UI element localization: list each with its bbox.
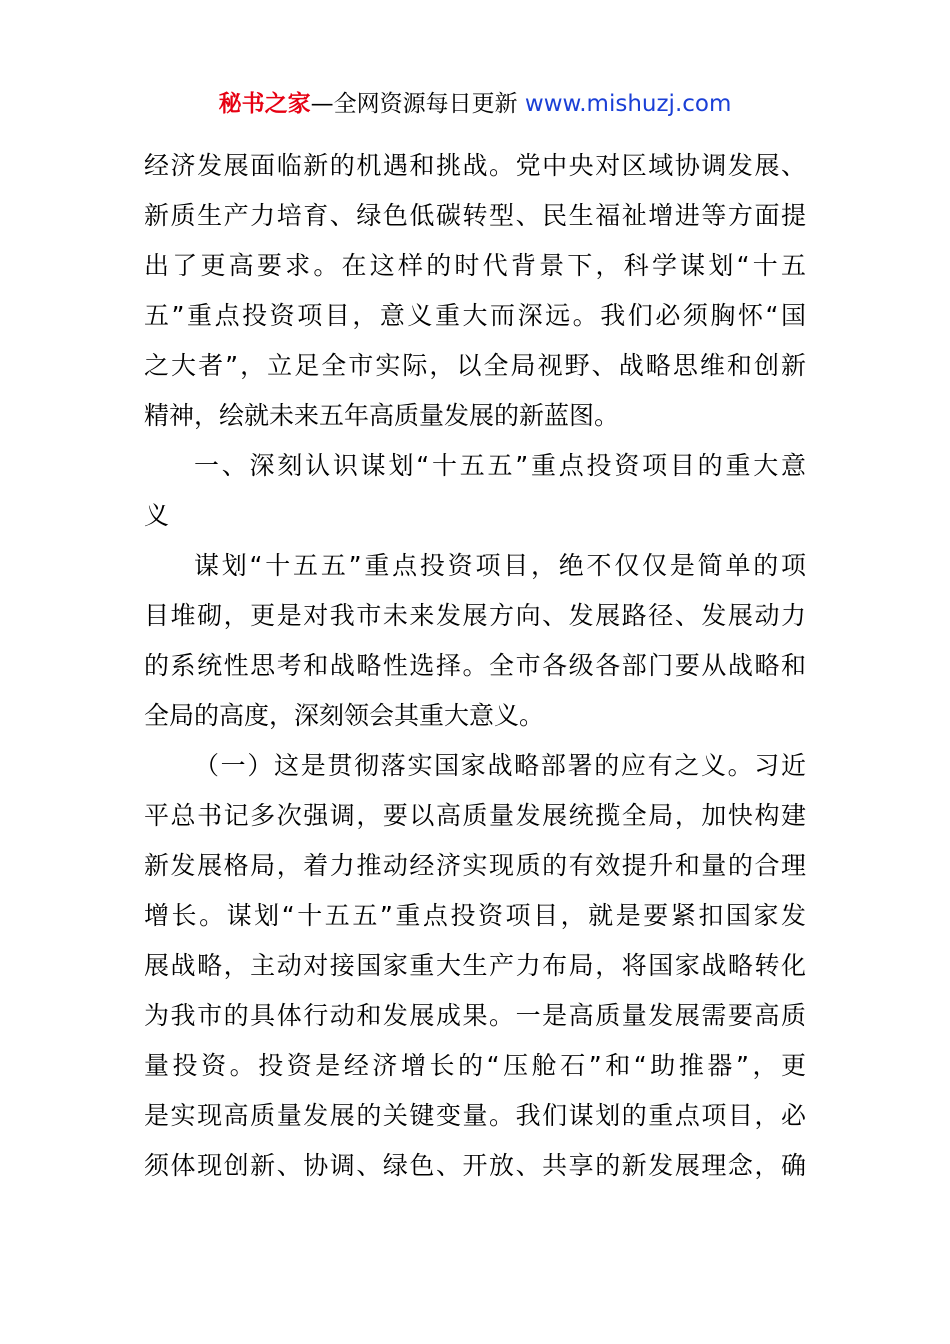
text-line: 目堆砌，更是对我市未来发展方向、发展路径、发展动力: [144, 601, 806, 630]
text-line: （一）这是贯彻落实国家战略部署的应有之义。习近: [194, 751, 806, 780]
text-line: 经济发展面临新的机遇和挑战。党中央对区域协调发展、: [144, 151, 806, 180]
text-line: 全局的高度，深刻领会其重大意义。: [144, 701, 545, 730]
text-line: 平总书记多次强调，要以高质量发展统揽全局，加快构建: [144, 801, 806, 830]
text-line: 增长。谋划“十五五”重点投资项目，就是要紧扣国家发: [144, 901, 806, 930]
site-url-link[interactable]: www.mishuzj.com: [524, 91, 732, 117]
text-line: 之大者”，立足全市实际，以全局视野、战略思维和创新: [144, 351, 806, 380]
text-line: 须体现创新、协调、绿色、开放、共享的新发展理念，确: [144, 1151, 806, 1180]
text-line: 新质生产力培育、绿色低碳转型、民生福祉增进等方面提: [144, 201, 806, 230]
text-line: 为我市的具体行动和发展成果。一是高质量发展需要高质: [144, 1001, 806, 1030]
section-heading-line: 一、深刻认识谋划“十五五”重点投资项目的重大意: [194, 451, 806, 480]
text-line: 的系统性思考和战略性选择。全市各级各部门要从战略和: [144, 651, 806, 680]
text-line: 精神，绘就未来五年高质量发展的新蓝图。: [144, 401, 620, 430]
site-tagline: —全网资源每日更新: [310, 91, 525, 117]
text-line: 新发展格局，着力推动经济实现质的有效提升和量的合理: [144, 851, 806, 880]
text-line: 是实现高质量发展的关键变量。我们谋划的重点项目，必: [144, 1101, 806, 1130]
site-brand: 秘书之家: [218, 91, 311, 117]
text-line: 五”重点投资项目，意义重大而深远。我们必须胸怀“国: [144, 301, 806, 330]
site-header: [0, 88, 950, 120]
text-line: 出了更高要求。在这样的时代背景下，科学谋划“十五: [144, 251, 806, 280]
section-heading-line: 义: [144, 501, 170, 530]
text-line: 谋划“十五五”重点投资项目，绝不仅仅是简单的项: [194, 551, 806, 580]
text-line: 量投资。投资是经济增长的“压舱石”和“助推器”，更: [144, 1051, 806, 1080]
document-body: [144, 141, 806, 1191]
text-line: 展战略，主动对接国家重大生产力布局，将国家战略转化: [144, 951, 806, 980]
